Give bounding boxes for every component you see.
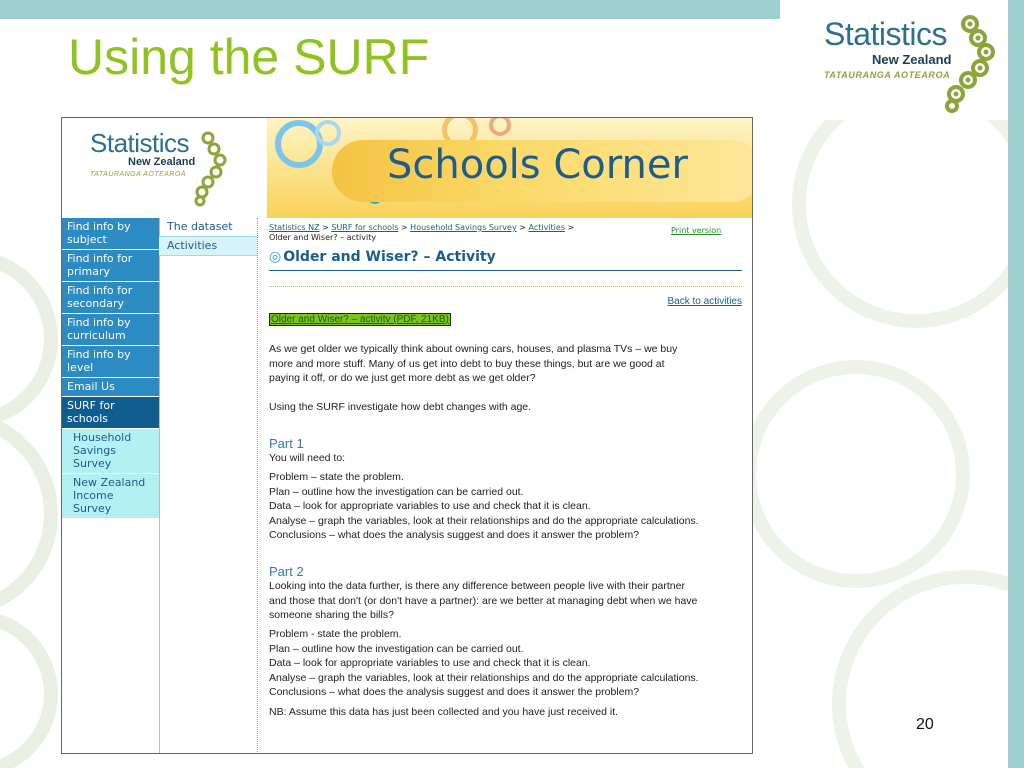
site-logo-statistics: Statistics: [90, 128, 190, 158]
print-version-link[interactable]: Print version: [671, 226, 722, 235]
step-item: Data – look for appropriate variables to use and check that it is clean.: [269, 500, 591, 512]
banner-title: Schools Corner: [387, 142, 688, 188]
main-content: [269, 218, 742, 748]
part2-lead: [269, 579, 742, 623]
part2-lead-line: and those that don't (or don't have a partner): are we better at managing debt when we have: [269, 594, 698, 607]
back-to-activities-link[interactable]: Back to activities: [667, 296, 742, 307]
part1-heading: Part 1: [269, 436, 304, 451]
step-item: Conclusions – what does the analysis suggest and does it answer the problem?: [269, 686, 640, 698]
breadcrumb-link[interactable]: Statistics NZ: [269, 223, 320, 232]
nav-email-us[interactable]: Email Us: [62, 378, 159, 397]
koru-chain-icon: [938, 14, 1008, 114]
breadcrumb-separator: >: [567, 223, 575, 232]
schools-corner-screenshot: [61, 117, 753, 754]
part2-steps: [269, 627, 742, 700]
pdf-download-link[interactable]: Older and Wiser? – activity (PDF, 21KB): [271, 314, 449, 325]
left-navigation: [62, 218, 160, 754]
step-item: Conclusions – what does the analysis suggest and does it answer the problem?: [269, 529, 640, 541]
nav-find-info-by-level[interactable]: Find info by level: [62, 346, 159, 378]
slide-decoration-right: [752, 120, 1008, 768]
subnav-the-dataset[interactable]: The dataset: [159, 218, 257, 237]
site-header: [62, 118, 752, 218]
slide-right-band: [1008, 0, 1024, 768]
breadcrumb-separator: >: [519, 223, 526, 232]
section-subnav: [159, 218, 258, 754]
stats-nz-logo: [820, 14, 1010, 114]
nav-surf-for-schools[interactable]: SURF for schools: [62, 397, 159, 429]
heading-divider: [269, 270, 742, 271]
logo-text-statistics: Statistics: [824, 16, 948, 52]
site-logo-new-zealand: New Zealand: [128, 156, 196, 168]
slide-decoration-left: [0, 250, 60, 768]
subnav-activities[interactable]: Activities: [159, 237, 257, 256]
slide-top-band: [0, 0, 780, 19]
nav-find-info-for-secondary[interactable]: Find info for secondary: [62, 282, 159, 314]
schools-corner-banner: [267, 118, 752, 218]
breadcrumb-link[interactable]: Household Savings Survey: [410, 223, 517, 232]
intro-line: As we get older we typically think about owning cars, houses, and plasma TVs – we buy: [269, 343, 678, 355]
step-item: Problem - state the problem.: [269, 628, 402, 640]
part2-heading: Part 2: [269, 564, 304, 579]
instruction-text: Using the SURF investigate how debt changes with age.: [269, 401, 532, 413]
part2-lead-line: someone sharing the bills?: [269, 609, 394, 621]
breadcrumb-link[interactable]: SURF for schools: [331, 223, 399, 232]
part2-lead-line: Looking into the data further, is there any difference between people live with their partner: [269, 580, 685, 592]
site-logo[interactable]: [62, 118, 267, 218]
ring-decoration: [315, 120, 341, 146]
breadcrumb-separator: >: [322, 223, 329, 232]
step-item: Plan – outline how the investigation can be carried out.: [269, 642, 524, 655]
koru-chain-icon: [194, 130, 244, 210]
logo-text-new-zealand: New Zealand: [872, 52, 952, 67]
ring-decoration: [489, 118, 511, 136]
target-bullet-icon: ◎: [269, 249, 282, 265]
dotted-divider: [269, 286, 742, 287]
nav-nz-income-survey[interactable]: New Zealand Income Survey: [62, 474, 159, 519]
slide-page-number: 20: [916, 716, 934, 733]
breadcrumb-separator: >: [400, 223, 408, 232]
step-item: Analyse – graph the variables, look at their relationships and do the appropriate calculations.: [269, 514, 699, 527]
page-heading: [269, 249, 496, 265]
logo-text-maori: TATAURANGA AOTEAROA: [824, 70, 951, 80]
part1-steps: [269, 470, 742, 543]
part2-note: NB: Assume this data has just been collected and you have just received it.: [269, 706, 619, 718]
nav-household-savings-survey[interactable]: Household Savings Survey: [62, 429, 159, 474]
page-heading-text: Older and Wiser? – Activity: [283, 249, 496, 265]
slide-title: Using the SURF: [68, 29, 430, 85]
step-item: Analyse – graph the variables, look at their relationships and do the appropriate calculations.: [269, 671, 699, 684]
intro-line: paying it off, or do we just get more debt as we get older?: [269, 372, 536, 384]
nav-find-info-for-primary[interactable]: Find info for primary: [62, 250, 159, 282]
step-item: Problem – state the problem.: [269, 471, 404, 483]
step-item: Plan – outline how the investigation can be carried out.: [269, 485, 524, 498]
nav-find-info-by-curriculum[interactable]: Find info by curriculum: [62, 314, 159, 346]
nav-find-info-by-subject[interactable]: Find info by subject: [62, 218, 159, 250]
step-item: Data – look for appropriate variables to use and check that it is clean.: [269, 657, 591, 669]
breadcrumb: [269, 223, 649, 243]
breadcrumb-link[interactable]: Activities: [528, 223, 565, 232]
site-logo-maori: TATAURANGA AOTEAROA: [90, 171, 187, 178]
intro-paragraph: [269, 342, 742, 386]
intro-line: more and more stuff. Many of us get into debt to buy these things, but are we good at: [269, 357, 665, 370]
breadcrumb-current: Older and Wiser? – activity: [269, 233, 377, 242]
part1-lead: You will need to:: [269, 452, 346, 464]
